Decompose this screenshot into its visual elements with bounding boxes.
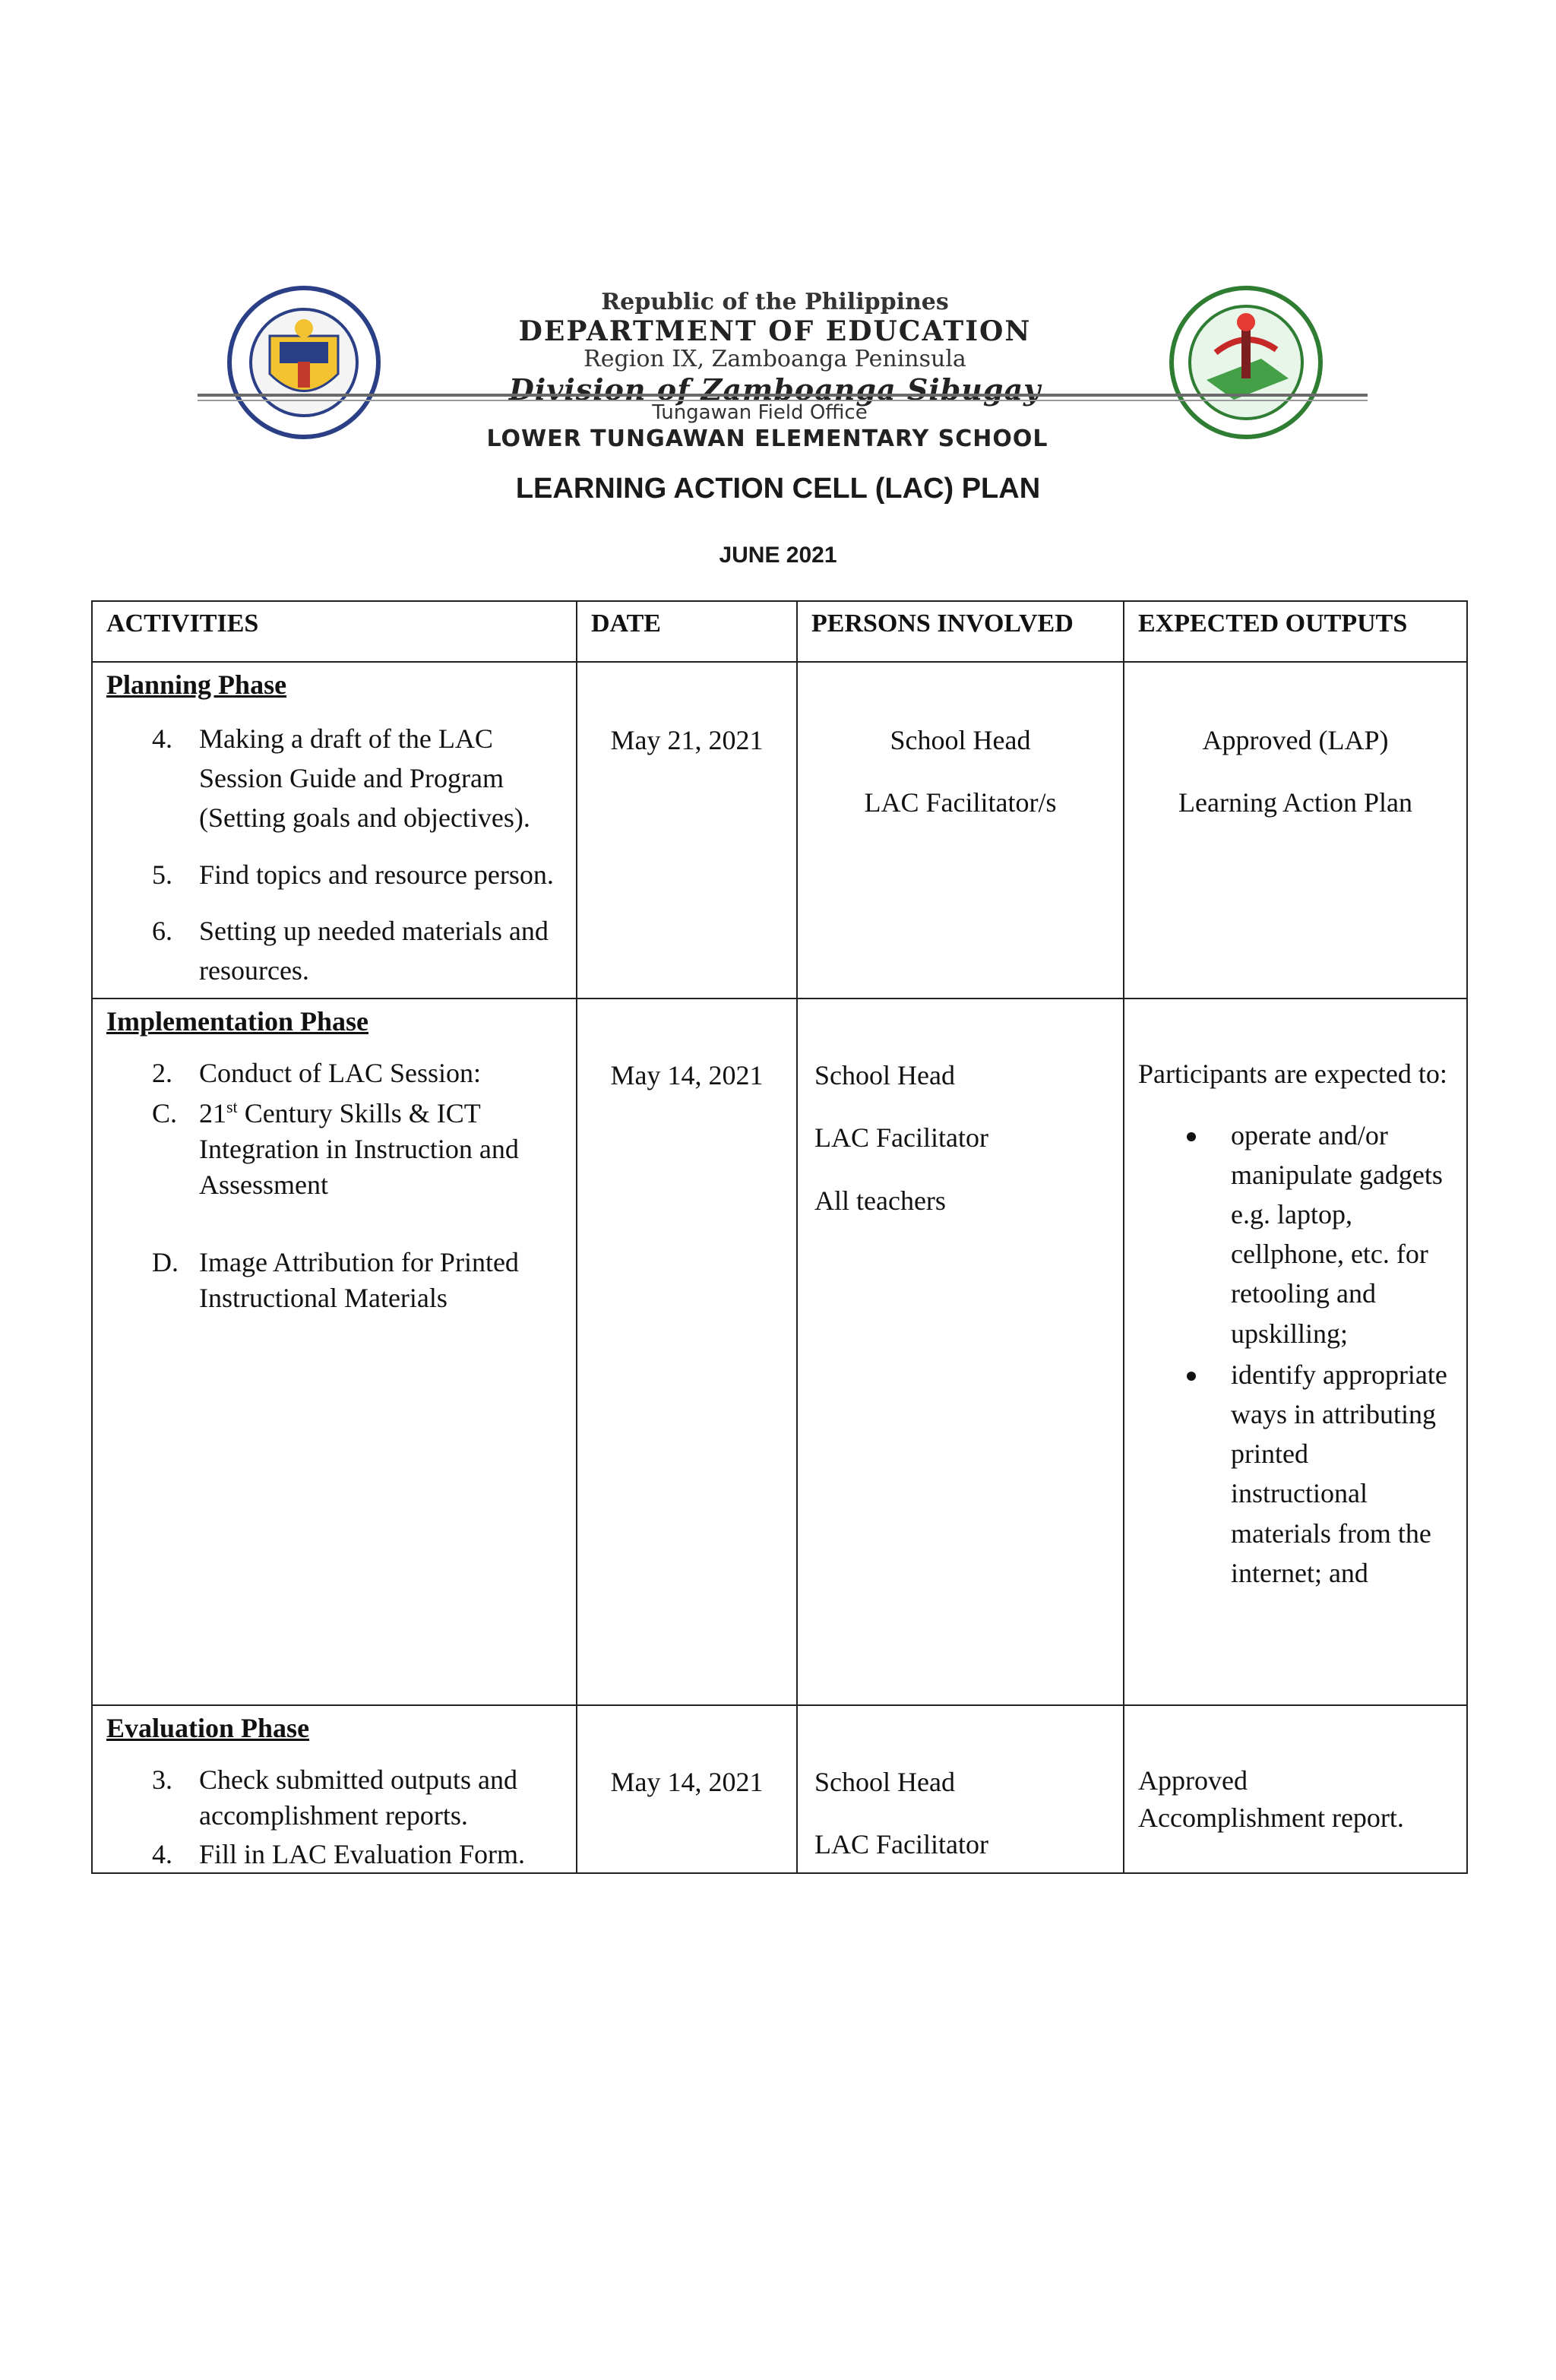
table-row-implementation [92,999,1467,1705]
implementation-persons: School Head LAC Facilitator All teachers [797,999,1124,1705]
implementation-phase-label: Implementation Phase [106,1006,368,1037]
implementation-date: May 14, 2021 [577,999,797,1705]
evaluation-activities-cell [92,1705,577,1872]
letterhead-line-division: Division of Zamboanga Sibugay [508,372,1042,407]
evaluation-date: May 14, 2021 [577,1705,797,1872]
evaluation-outputs: Approved Accomplishment report. [1124,1705,1467,1872]
letterhead-divider [198,394,1368,401]
planning-activities-cell [92,662,577,999]
header-date: DATE [577,601,797,662]
table-row-evaluation [92,1705,1467,1872]
bullet-icon [1187,1132,1196,1141]
list-item: operate and/or manipulate gadgets e.g. laptop, cellphone, etc. for retooling and upskilling; [1124,1116,1459,1353]
list-item: C. 21st Century Skills & ICT Integration in Instruction and Assessment [152,1097,519,1200]
evaluation-phase-label: Evaluation Phase [106,1713,310,1744]
planning-phase-label: Planning Phase [106,669,287,700]
letterhead-line-republic: Republic of the Philippines [601,289,949,315]
letterhead [198,274,1368,456]
list-item: 5. Find topics and resource person. [152,859,554,890]
planning-persons: School Head LAC Facilitator/s [797,662,1124,999]
letterhead-line-region: Region IX, Zamboanga Peninsula [584,346,966,373]
implementation-activities-cell [92,999,577,1705]
implementation-outputs: Participants are expected to: operate and/or manipulate gadgets e.g. laptop, cellphone, etc. for retooling and upskilling; identify appropriate ways in attributing printed instructional materials from the internet; and [1124,999,1467,1705]
evaluation-persons: School Head LAC Facilitator [797,1705,1124,1872]
document-title: LEARNING ACTION CELL (LAC) PLAN [515,473,1041,505]
field-office: Tungawan Field Office [652,401,868,424]
document-subtitle: JUNE 2021 [719,543,837,568]
bullet-icon [1187,1372,1196,1381]
list-item: 4. Fill in LAC Evaluation Form. [152,1838,525,1869]
list-item: 4. Making a draft of the LAC Session Guide and Program (Setting goals and objectives). [152,723,530,834]
planning-date: May 21, 2021 [577,662,797,999]
header-persons: PERSONS INVOLVED [797,601,1124,662]
school-name: LOWER TUNGAWAN ELEMENTARY SCHOOL [486,426,1048,452]
list-item: 6. Setting up needed materials and resources. [152,915,549,986]
list-item: 2. Conduct of LAC Session: [152,1058,482,1089]
lac-plan-table [91,600,1468,1874]
list-item: identify appropriate ways in attributing printed instructional materials from the internet; and [1124,1355,1459,1593]
table-row-planning [92,662,1467,999]
header-outputs: EXPECTED OUTPUTS [1124,601,1467,662]
planning-outputs: Approved (LAP) Learning Action Plan [1124,662,1467,999]
header-activities: ACTIVITIES [92,601,577,662]
table-header-row [92,601,1467,662]
list-item: 3. Check submitted outputs and accomplishment reports. [152,1764,517,1831]
list-item: D. Image Attribution for Printed Instructional Materials [152,1247,519,1314]
letterhead-line-department: DEPARTMENT OF EDUCATION [518,315,1032,347]
